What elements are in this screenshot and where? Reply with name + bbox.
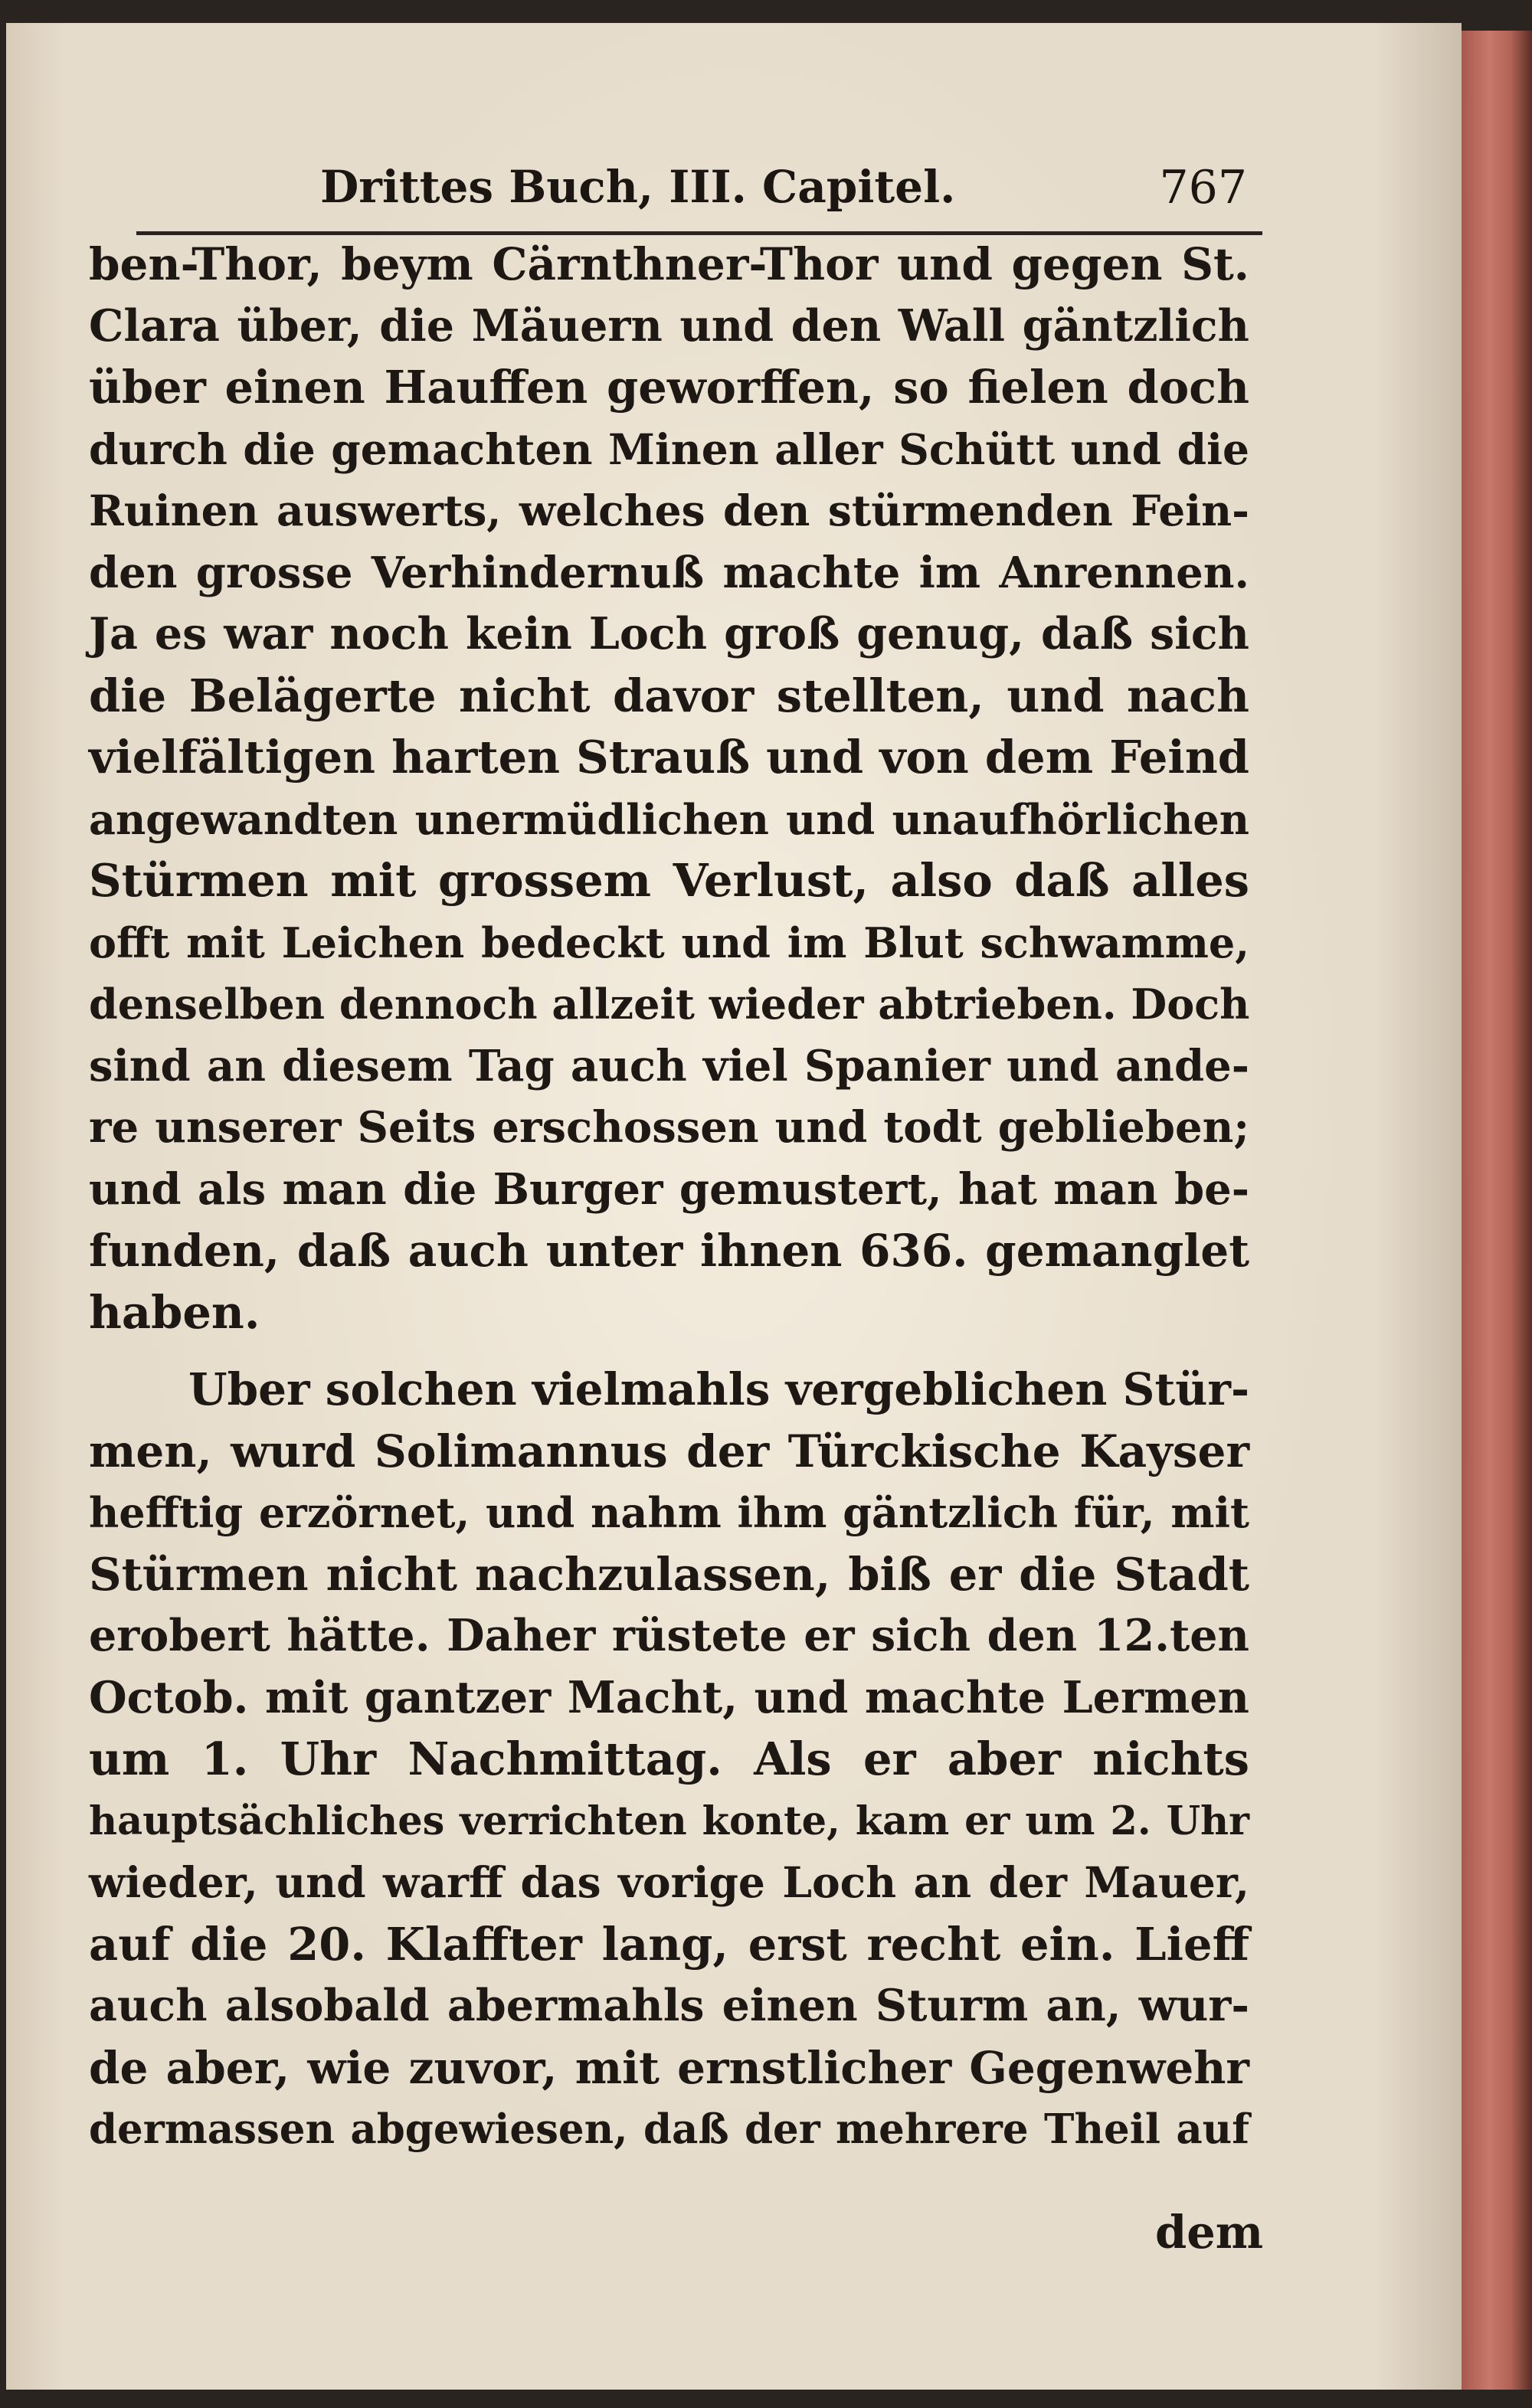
body-text [89, 234, 1249, 2161]
text-line: offt mit Leichen bedeckt und im Blut schwamme, [89, 918, 1249, 967]
text-line: hefftig erzörnet, und nahm ihm gäntzlich für, mit [89, 1488, 1249, 1537]
text-line: auch alsobald abermahls einen Sturm an, wur- [89, 1980, 1249, 2031]
text-line: funden, daß auch unter ihnen 636. gemanglet [89, 1225, 1249, 1277]
text-line: Stürmen mit grossem Verlust, also daß alles [89, 854, 1249, 907]
text-line: vielfältigen harten Strauß und von dem Feind [89, 731, 1249, 784]
text-line: durch die gemachten Minen aller Schütt und die [89, 424, 1249, 474]
text-line: haben. [89, 1285, 260, 1339]
text-line: die Belägerte nicht davor stellten, und nach [89, 669, 1249, 722]
text-line: Stürmen nicht nachzulassen, biß er die Stadt [89, 1547, 1249, 1601]
text-line: um 1. Uhr Nachmittag. Als er aber nichts [89, 1732, 1249, 1785]
text-line: Uber solchen vielmahls vergeblichen Stür- [188, 1363, 1250, 1415]
text-line: angewandten unermüdlichen und unaufhörlichen [89, 794, 1249, 844]
page-number: 767 [1159, 161, 1247, 214]
paragraph-1 [89, 234, 1249, 1343]
text-line: wieder, und warff das vorige Loch an der Mauer, [89, 1857, 1249, 1907]
text-line: ben-Thor, beym Cärnthner-Thor und gegen St. [89, 238, 1249, 290]
text-line: dermassen abgewiesen, daß der mehrere Theil auf [89, 2105, 1249, 2153]
running-head-title: Drittes Buch, III. Capitel. [320, 161, 956, 213]
text-line: denselben dennoch allzeit wieder abtrieben. Doch [89, 980, 1250, 1029]
text-line: sind an diesem Tag auch viel Spanier und ande- [89, 1040, 1249, 1091]
text-line: und als man die Burger gemustert, hat man be- [89, 1163, 1249, 1215]
text-line: men, wurd Solimannus der Türckische Kayser [89, 1425, 1249, 1477]
text-line: Octob. mit gantzer Macht, und machte Lermen [89, 1671, 1249, 1723]
text-line: hauptsächliches verrichten konte, kam er um 2. Uhr [89, 1798, 1249, 1844]
text-line: auf die 20. Klaffter lang, erst recht ein. Lieff [89, 1917, 1249, 1971]
running-head [136, 161, 1262, 237]
paragraph-gap [89, 1343, 1249, 1359]
text-line: de aber, wie zuvor, mit ernstlicher Gegenwehr [89, 2041, 1249, 2094]
text-line: über einen Hauffen geworffen, so fielen doch [89, 361, 1249, 414]
paragraph-2 [89, 1359, 1249, 2161]
text-line: Ruinen auswerts, welches den stürmenden Fein- [89, 486, 1249, 535]
text-line: den grosse Verhindernuß machte im Anrennen. [89, 547, 1249, 598]
text-line: Ja es war noch kein Loch groß genug, daß sich [89, 608, 1249, 659]
text-line: erobert hätte. Daher rüstete er sich den 12.ten [89, 1610, 1249, 1661]
catchword: dem [1155, 2206, 1264, 2259]
book-page [6, 23, 1462, 2390]
page-edge-red [1462, 31, 1532, 2390]
text-line: re unserer Seits erschossen und todt geblieben; [89, 1102, 1249, 1153]
text-line: Clara über, die Mäuern und den Wall gäntzlich [89, 299, 1249, 352]
